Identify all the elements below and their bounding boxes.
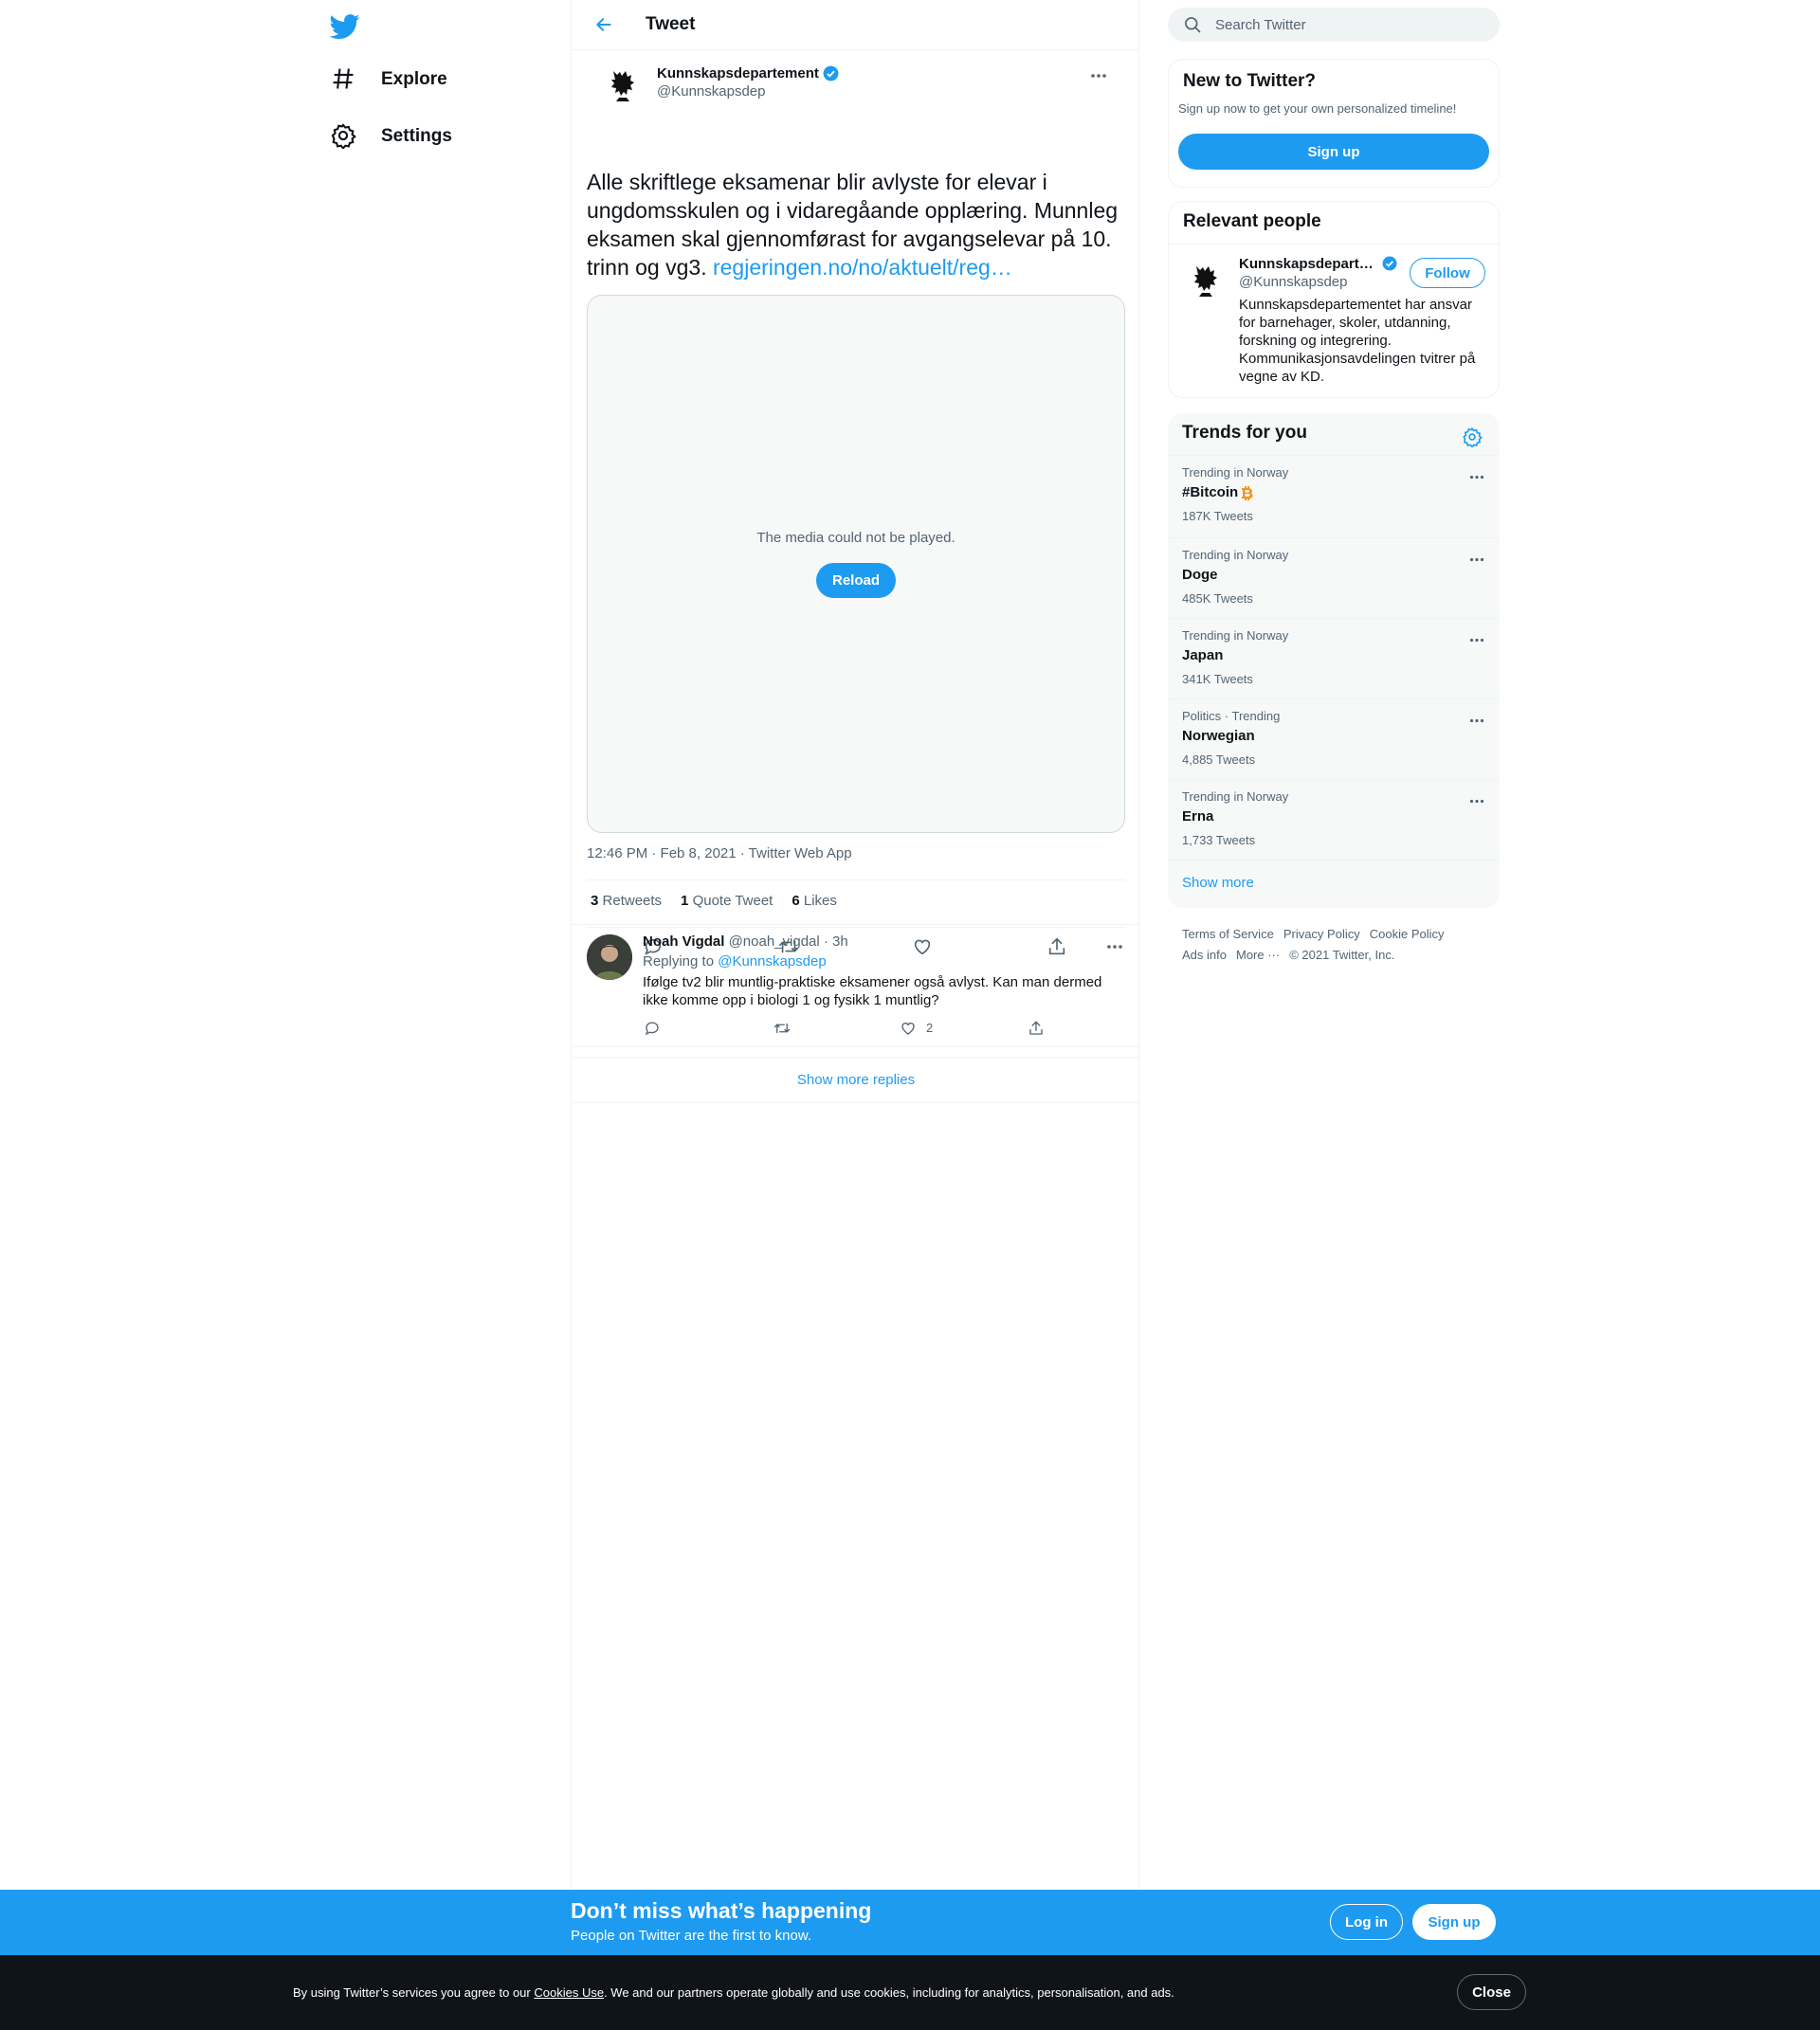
copyright: © 2021 Twitter, Inc. [1289,948,1395,962]
reply-tweet[interactable] [572,924,1140,1047]
trend-item[interactable] [1168,698,1500,779]
reload-button[interactable]: Reload [816,563,896,598]
trend-item[interactable] [1168,455,1500,535]
banner-headline: Don’t miss what’s happening [571,1898,872,1923]
tweet-timestamp[interactable]: 12:46 PM · Feb 8, 2021 · Twitter Web App [587,845,852,861]
trend-name: Doge [1182,567,1218,583]
more-options-icon[interactable] [1465,465,1488,488]
new-to-twitter-card [1168,59,1500,188]
reply-author-name[interactable]: Noah Vigdal [643,933,725,950]
verified-badge-icon [1381,255,1399,273]
retweets-stat[interactable]: 3 Retweets [591,893,663,909]
relevant-person-bio: Kunnskapsdepartementet har ansvar for barnehager, skoler, utdanning, forskning og integrering. Kommunikasjonsavdelingen tvitrer på vegne av KD. [1239,297,1476,385]
nav-settings[interactable] [330,112,452,161]
reply-like-count: 2 [926,1021,934,1035]
reply-text: Ifølge tv2 blir muntlig-praktiske eksamener også avlyst. Kan man dermed ikke komme opp i biologi 1 og fysikk 1 muntlig? [643,974,1102,1008]
trends-card [1168,413,1500,908]
trend-context: Politics · Trending [1182,709,1281,723]
new-to-twitter-subtitle: Sign up now to get your own personalized timeline! [1178,101,1457,116]
more-options-icon[interactable] [1465,628,1488,651]
author-name-text: Kunnskapsdepartement [657,65,819,82]
follow-button[interactable]: Follow [1410,258,1485,288]
close-button[interactable]: Close [1457,1974,1526,2010]
avatar[interactable] [600,62,646,107]
trend-count: 341K Tweets [1182,672,1253,686]
show-more-replies-link[interactable]: Show more replies [572,1057,1140,1103]
privacy-link[interactable]: Privacy Policy [1283,927,1360,941]
trend-name: Erna [1182,808,1214,825]
tweet-body: Alle skriftlege eksamenar blir avlyste for elevar i ungdomsskulen og i vidaregåande opplæring. Munnleg eksamen skal gjennomførast for avgangselevar på 10. trinn og vg3. [587,170,1119,280]
relevant-people-title: Relevant people [1183,211,1321,231]
trend-count: 485K Tweets [1182,591,1253,606]
sign-up-button[interactable]: Sign up [1178,134,1489,170]
tweet-author-row [586,50,1124,107]
trend-name: Japan [1182,647,1224,663]
more-link[interactable]: More ··· [1235,948,1281,962]
tweet-stats [591,893,837,909]
media-error-message: The media could not be played. [756,530,956,546]
divider [1169,244,1499,245]
more-options-icon[interactable] [1465,789,1488,812]
trend-name: Norwegian [1182,728,1255,744]
trend-item[interactable] [1168,779,1500,860]
likes-stat[interactable]: 6 Likes [792,893,837,909]
replying-to-prefix: Replying to [643,953,715,970]
search-input[interactable] [1215,17,1481,33]
show-more-row[interactable] [1168,860,1500,908]
quote-tweets-stat[interactable]: 1 Quote Tweet [681,893,774,909]
trends-title: Trends for you [1182,423,1307,443]
reply-header [643,933,848,950]
trend-context: Trending in Norway [1182,628,1289,643]
tweet-text [587,168,1127,281]
cookie-policy-link[interactable]: Cookie Policy [1369,927,1445,941]
relevant-people-card [1168,201,1500,398]
cookies-use-link[interactable]: Cookies Use [534,1985,605,2000]
twitter-logo-icon[interactable] [330,11,368,49]
trend-count: 187K Tweets [1182,509,1253,523]
main-tweet [572,50,1138,909]
banner-sign-up-button[interactable]: Sign up [1412,1904,1496,1940]
log-in-button[interactable]: Log in [1330,1904,1403,1940]
relevant-person-handle[interactable]: @Kunnskapsdep [1239,274,1348,290]
main-column [571,0,1139,1890]
trend-context: Trending in Norway [1182,465,1289,480]
show-more-trends-link[interactable]: Show more [1182,875,1254,891]
trend-item[interactable] [1168,537,1500,618]
verified-badge-icon [822,64,840,82]
retweet-icon[interactable] [773,1020,793,1041]
hashtag-icon [330,65,358,94]
tweet-header [572,0,1138,50]
footer-links [1182,924,1485,966]
cookie-consent-bar [0,1955,1820,2030]
page-title: Tweet [646,14,696,34]
search-box[interactable] [1168,8,1500,42]
divider [587,879,1125,880]
more-options-icon[interactable] [1465,548,1488,571]
cookie-text: By using Twitter’s services you agree to our Cookies Use. We and our partners operate globally and use cookies, including for analytics, personalisation, and ads. [293,1985,1174,2000]
trend-item[interactable] [1168,618,1500,698]
trend-context: Trending in Norway [1182,548,1289,562]
relevant-person-name-text: Kunnskapsdepart… [1239,256,1374,272]
tweet-link[interactable]: regjeringen.no/no/aktuelt/reg… [712,255,1012,280]
signup-banner [0,1890,1820,1955]
nav-explore[interactable] [330,55,447,104]
trend-name: #Bitcoin [1182,484,1254,500]
media-player[interactable] [587,295,1125,833]
trend-count: 4,885 Tweets [1182,752,1256,767]
nav-explore-label: Explore [381,69,447,89]
reply-handle-time[interactable]: @noah_vigdal · 3h [728,933,848,950]
like-icon[interactable] [900,1020,920,1041]
back-arrow-icon[interactable] [587,8,621,42]
relevant-person-name[interactable] [1239,255,1399,273]
ads-info-link[interactable]: Ads info [1182,948,1227,962]
share-icon[interactable] [1028,1020,1048,1041]
search-icon [1183,15,1202,34]
trend-count: 1,733 Tweets [1182,833,1256,847]
replying-to [643,953,827,970]
reply-icon[interactable] [644,1020,664,1041]
avatar[interactable] [1183,257,1228,302]
more-options-icon[interactable] [1465,709,1488,732]
avatar[interactable] [587,934,632,980]
terms-link[interactable]: Terms of Service [1182,927,1274,941]
trend-context: Trending in Norway [1182,789,1289,804]
more-options-icon[interactable] [1101,933,1129,961]
nav-settings-label: Settings [381,126,452,146]
bitcoin-icon [1241,485,1254,500]
replying-to-handle[interactable]: @Kunnskapsdep [718,953,827,970]
tweet-author-handle[interactable]: @Kunnskapsdep [657,83,766,100]
tweet-author-name[interactable] [657,64,840,82]
new-to-twitter-title: New to Twitter? [1183,71,1317,91]
gear-icon [330,122,358,151]
banner-subtitle: People on Twitter are the first to know. [571,1928,812,1944]
more-options-icon[interactable] [1084,62,1113,90]
gear-icon[interactable] [1458,423,1486,451]
